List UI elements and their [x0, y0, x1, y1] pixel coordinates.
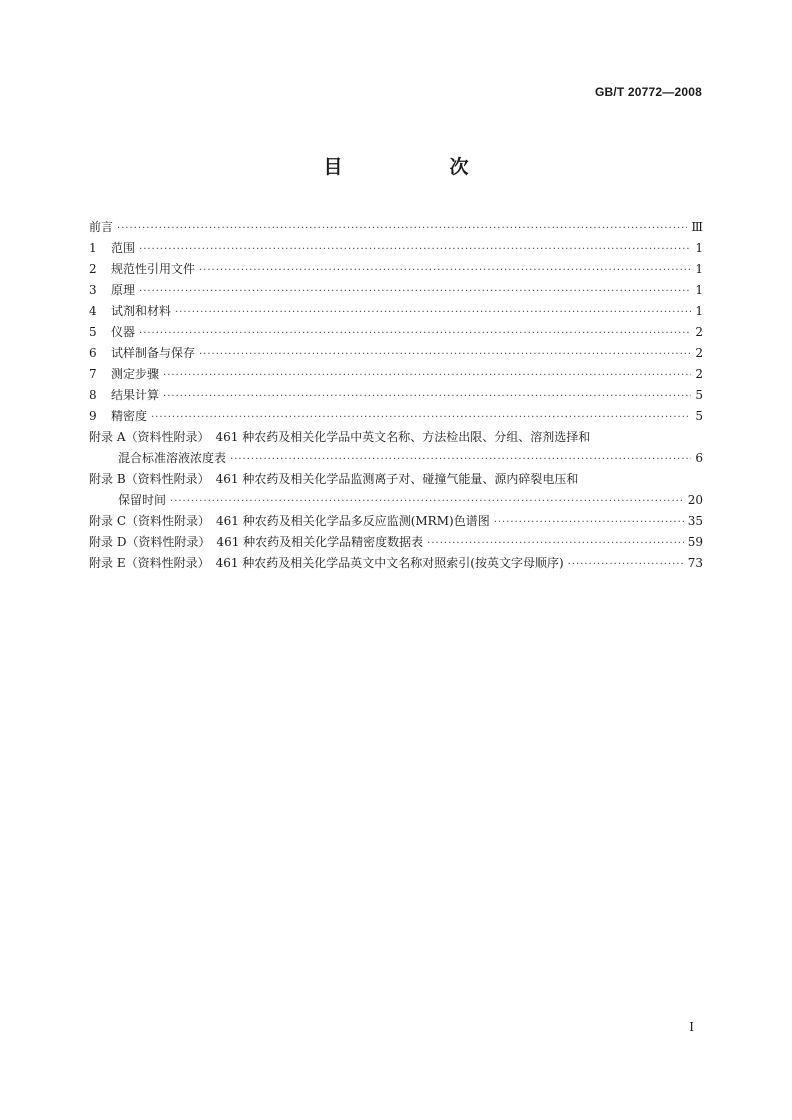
dot-leader	[230, 449, 691, 470]
toc-entry-page: 20	[687, 493, 703, 507]
toc-entry-label: 试样制备与保存	[111, 346, 196, 360]
standard-code: GB/T 20772—2008	[594, 85, 702, 99]
page-number: Ⅰ	[689, 1020, 694, 1034]
toc-entry-page: 1	[695, 262, 703, 276]
toc-entry-page: 35	[687, 514, 703, 528]
toc-entry-chapter-6[interactable]	[89, 343, 703, 364]
toc-entry-chapter-9[interactable]	[89, 406, 703, 427]
toc-entry-annex-b[interactable]	[89, 469, 703, 490]
toc-entry-annex-d[interactable]	[89, 532, 703, 553]
toc-entry-page: 59	[687, 535, 703, 549]
toc-entry-label: 规范性引用文件	[111, 262, 196, 276]
dot-leader	[139, 323, 691, 344]
toc-entry-page: Ⅲ	[691, 220, 703, 234]
toc-entry-annex-a[interactable]	[89, 427, 703, 448]
toc-entry-number: 2	[89, 262, 97, 276]
dot-leader	[117, 218, 687, 239]
toc-entry-page: 2	[695, 325, 703, 339]
toc-entry-number: 7	[89, 367, 97, 381]
toc-entry-annex-c[interactable]	[89, 511, 703, 532]
toc-entry-label: 附录 C（资料性附录） 461 种农药及相关化学品多反应监测(MRM)色谱图	[89, 514, 490, 528]
page-title: 目 次	[323, 156, 513, 178]
toc-entry-number: 8	[89, 388, 97, 402]
dot-leader	[139, 239, 691, 260]
toc-entry-label: 试剂和材料	[111, 304, 172, 318]
dot-leader	[494, 512, 684, 533]
toc-entry-page: 1	[695, 283, 703, 297]
toc-entry-number: 1	[89, 241, 97, 255]
toc-entry-label: 附录 B（资料性附录） 461 种农药及相关化学品监测离子对、碰撞气能量、源内碎裂电压和	[89, 472, 579, 486]
toc-entry-annex-b-continued[interactable]	[89, 490, 703, 511]
toc-entry-number: 5	[89, 325, 97, 339]
table-of-contents	[89, 217, 703, 574]
toc-entry-annex-e[interactable]	[89, 553, 703, 574]
toc-entry-page: 1	[695, 241, 703, 255]
toc-entry-chapter-5[interactable]	[89, 322, 703, 343]
toc-entry-chapter-8[interactable]	[89, 385, 703, 406]
toc-entry-chapter-3[interactable]	[89, 280, 703, 301]
toc-entry-page: 2	[695, 367, 703, 381]
toc-entry-label: 前言	[89, 220, 114, 234]
toc-entry-page: 73	[687, 556, 703, 570]
toc-entry-number: 9	[89, 409, 97, 423]
toc-entry-number: 4	[89, 304, 97, 318]
toc-entry-page: 2	[695, 346, 703, 360]
dot-leader	[163, 365, 691, 386]
dot-leader	[427, 533, 684, 554]
toc-entry-chapter-2[interactable]	[89, 259, 703, 280]
dot-leader	[139, 281, 691, 302]
dot-leader	[175, 302, 691, 323]
toc-entry-label: 仪器	[111, 325, 136, 339]
dot-leader	[151, 407, 691, 428]
toc-entry-chapter-4[interactable]	[89, 301, 703, 322]
toc-entry-label: 混合标准溶液浓度表	[118, 451, 227, 465]
toc-entry-label: 精密度	[111, 409, 148, 423]
dot-leader	[568, 554, 684, 575]
toc-entry-label: 结果计算	[111, 388, 160, 402]
toc-entry-number: 6	[89, 346, 97, 360]
toc-entry-page: 5	[695, 388, 703, 402]
toc-entry-page: 1	[695, 304, 703, 318]
dot-leader	[199, 344, 691, 365]
toc-entry-page: 5	[695, 409, 703, 423]
toc-entry-label: 保留时间	[118, 493, 167, 507]
dot-leader	[199, 260, 691, 281]
toc-entry-label: 范围	[111, 241, 136, 255]
toc-entry-page: 6	[695, 451, 703, 465]
toc-entry-chapter-7[interactable]	[89, 364, 703, 385]
toc-entry-label: 附录 E（资料性附录） 461 种农药及相关化学品英文中文名称对照索引(按英文字母顺序)	[89, 556, 564, 570]
toc-entry-foreword[interactable]	[89, 217, 703, 238]
toc-entry-label: 附录 A（资料性附录） 461 种农药及相关化学品中英文名称、方法检出限、分组、溶剂选择和	[89, 430, 591, 444]
toc-entry-label: 附录 D（资料性附录） 461 种农药及相关化学品精密度数据表	[89, 535, 424, 549]
toc-entry-label: 测定步骤	[111, 367, 160, 381]
toc-entry-number: 3	[89, 283, 97, 297]
dot-leader	[170, 491, 684, 512]
toc-entry-annex-a-continued[interactable]	[89, 448, 703, 469]
dot-leader	[163, 386, 691, 407]
toc-entry-chapter-1[interactable]	[89, 238, 703, 259]
toc-entry-label: 原理	[111, 283, 136, 297]
